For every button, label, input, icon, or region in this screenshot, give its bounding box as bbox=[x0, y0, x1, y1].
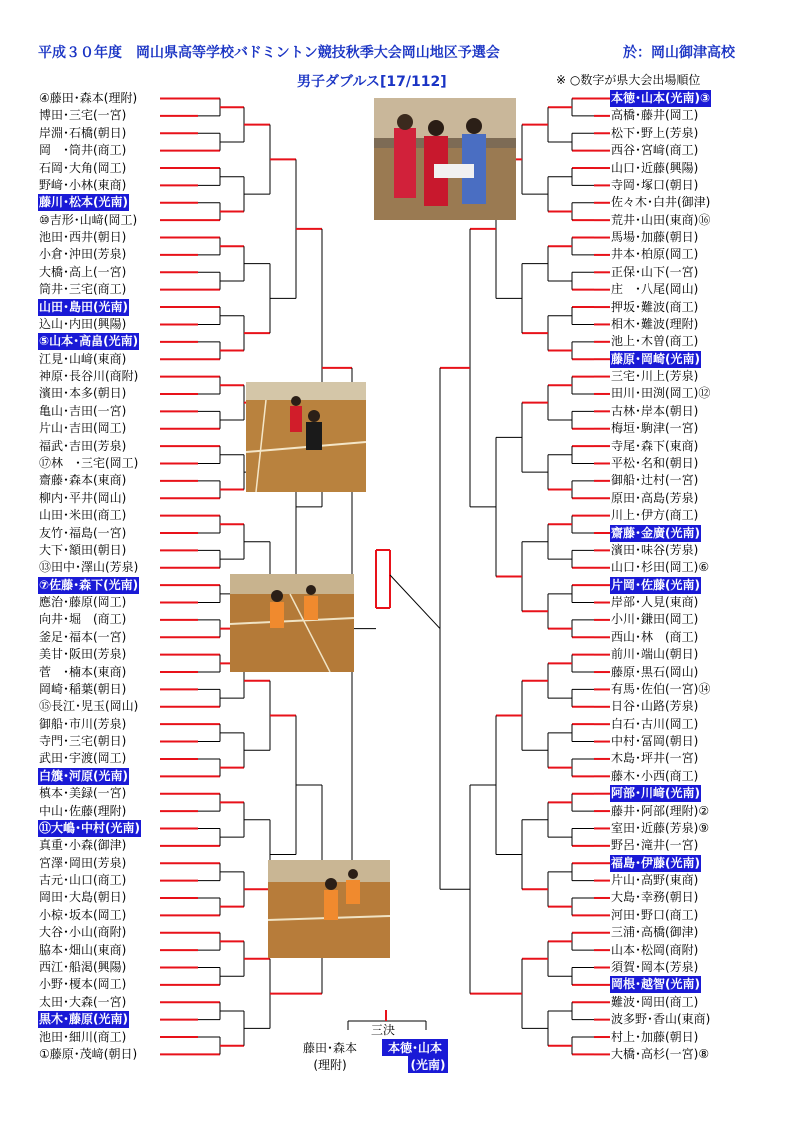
entry-right: 御船･辻村(一宮) bbox=[611, 473, 699, 488]
entry-left: 片山･吉田(岡工) bbox=[39, 421, 127, 436]
entry-left: 大橋･高上(一宮) bbox=[39, 264, 127, 279]
third-place-right-school: (光南) bbox=[408, 1056, 448, 1073]
entry-left: 小椋･坂本(岡工) bbox=[39, 907, 127, 922]
entry-right: 松下･野上(芳泉) bbox=[611, 125, 699, 140]
entry-right: 日谷･山路(芳泉) bbox=[611, 699, 699, 714]
entry-right: 山口･近藤(興陽) bbox=[611, 160, 699, 175]
entry-left: ⑦佐藤･森下(光南) bbox=[39, 577, 139, 592]
entry-left: 山田･島田(光南) bbox=[39, 299, 128, 314]
entry-left: ⑰林 ･三宅(岡工) bbox=[39, 455, 139, 470]
entry-right: 河田･野口(商工) bbox=[611, 907, 699, 922]
entry-left: ⑬田中･澤山(芳泉) bbox=[39, 560, 139, 575]
third-place-label: 三決 bbox=[370, 1023, 395, 1037]
entry-right: 中村･冨岡(朝日) bbox=[611, 734, 699, 749]
entry-left: 太田･大森(一宮) bbox=[39, 994, 127, 1009]
entry-right: 大島･幸務(朝日) bbox=[611, 890, 699, 905]
entry-right: 西谷･宮﨑(商工) bbox=[611, 143, 699, 158]
entry-right: 藤木･小西(商工) bbox=[611, 768, 699, 783]
entry-right: 寺岡･塚口(朝日) bbox=[611, 177, 699, 192]
entry-right: 梅垣･駒津(一宮) bbox=[611, 421, 699, 436]
entry-right: 荒井･山田(東商)⑯ bbox=[611, 212, 711, 227]
entry-left: 釜足･福本(一宮) bbox=[39, 629, 127, 644]
entry-left: 福武･吉田(芳泉) bbox=[39, 438, 127, 453]
entry-left: 岡崎･稲葉(朝日) bbox=[39, 681, 127, 696]
entry-right: 庄 ･八尾(岡山) bbox=[611, 282, 699, 297]
entry-right: 馬場･加藤(朝日) bbox=[611, 230, 699, 245]
entry-right: 室田･近藤(芳泉)⑨ bbox=[611, 820, 710, 835]
entry-left: 古元･山口(商工) bbox=[39, 873, 127, 888]
entry-right: 濱田･味谷(芳泉) bbox=[611, 542, 699, 557]
entry-right: 押坂･難波(商工) bbox=[611, 299, 699, 314]
entry-right: 藤井･阿部(理附)② bbox=[611, 803, 710, 818]
entry-right: 有馬･佐伯(一宮)⑭ bbox=[611, 681, 711, 696]
entry-left: 脇本･畑山(東商) bbox=[39, 942, 127, 957]
entry-left: 岡 ･筒井(商工) bbox=[39, 143, 127, 158]
entry-left: 友竹･福島(一宮) bbox=[39, 525, 127, 540]
entry-left: 武田･宇渡(岡工) bbox=[39, 751, 127, 766]
third-place-right-name: 本徳･山本 bbox=[382, 1039, 448, 1056]
entry-left: 黒木･藤原(光南) bbox=[39, 1012, 128, 1027]
entry-left: 白籏･河原(光南) bbox=[39, 768, 128, 783]
photo-award bbox=[374, 98, 516, 220]
entry-right: 佐々木･白井(御津) bbox=[611, 195, 711, 210]
entry-left: 應治･藤原(岡工) bbox=[39, 595, 127, 610]
entry-left: ①藤原･茂﨑(朝日) bbox=[39, 1046, 138, 1061]
photo-court-1 bbox=[246, 382, 366, 492]
entry-right: 野呂･滝井(一宮) bbox=[611, 838, 699, 853]
entry-right: 齋藤･金廣(光南) bbox=[611, 525, 700, 540]
entry-left: 神原･長谷川(商附) bbox=[39, 369, 139, 384]
venue: 於：岡山御津高校 bbox=[623, 45, 735, 61]
entry-right: 村上･加藤(朝日) bbox=[611, 1029, 699, 1044]
entry-left: ⑤山本･高畠(光南) bbox=[39, 334, 139, 349]
entry-left: 亀山･吉田(一宮) bbox=[39, 403, 127, 418]
entry-right: 田川･田渕(岡工)⑫ bbox=[611, 386, 711, 401]
entry-right: 藤原･黒石(岡山) bbox=[611, 664, 699, 679]
entry-right: 小川･鎌田(岡工) bbox=[611, 612, 699, 627]
entry-left: 込山･内田(興陽) bbox=[39, 316, 127, 331]
entry-right: 難波･岡田(商工) bbox=[611, 994, 699, 1009]
entry-left: 向井･堀 (商工) bbox=[39, 612, 127, 627]
photo-court-3 bbox=[268, 860, 390, 958]
entry-left: 小倉･沖田(芳泉) bbox=[39, 247, 127, 262]
entry-left: 齋藤･森本(東商) bbox=[39, 473, 127, 488]
entry-right: 岸部･人見(東商) bbox=[611, 595, 699, 610]
page-title: 平成３０年度 岡山県高等学校バドミントン競技秋季大会岡山地区予選会 bbox=[38, 45, 500, 61]
entry-right: 本徳･山本(光南)③ bbox=[611, 91, 711, 105]
seed-note: ※ ○数字が県大会出場順位 bbox=[556, 73, 701, 87]
entry-left: 槙本･美録(一宮) bbox=[39, 786, 127, 801]
entry-left: 美甘･阪田(芳泉) bbox=[39, 647, 127, 662]
entry-right: 高橋･藤井(岡工) bbox=[611, 108, 699, 123]
entry-right: 山口･杉田(岡工)⑥ bbox=[611, 560, 710, 575]
entry-right: 川上･伊方(商工) bbox=[611, 508, 699, 523]
entry-right: 岡根･越智(光南) bbox=[611, 977, 700, 992]
entry-left: 石岡･大角(岡工) bbox=[39, 160, 127, 175]
entry-left: 博田･三宅(一宮) bbox=[39, 108, 127, 123]
entry-left: ⑪大嶋･中村(光南) bbox=[39, 820, 140, 835]
entry-left: 中山･佐藤(理附) bbox=[39, 803, 127, 818]
entry-right: 須賀･岡本(芳泉) bbox=[611, 960, 699, 974]
entry-left: 野﨑･小林(東商) bbox=[39, 177, 127, 192]
entry-left: ④藤田･森本(理附) bbox=[39, 91, 138, 105]
entry-left: 池田･西井(朝日) bbox=[39, 230, 127, 245]
entry-left: 大谷･小山(商附) bbox=[39, 925, 127, 940]
entry-left: 筒井･三宅(商工) bbox=[39, 282, 127, 297]
entry-left: 柳内･平井(岡山) bbox=[39, 490, 127, 505]
photo-court-2 bbox=[230, 574, 354, 672]
entry-left: 宮澤･岡田(芳泉) bbox=[39, 855, 127, 870]
entry-left: ⑮長江･児玉(岡山) bbox=[39, 699, 139, 714]
entry-left: 江見･山﨑(東商) bbox=[39, 351, 127, 366]
entry-right: 三宅･川上(芳泉) bbox=[611, 369, 699, 384]
bracket-line bbox=[390, 575, 440, 629]
entry-right: 大橋･高杉(一宮)⑧ bbox=[611, 1046, 710, 1061]
third-place-left-name: 藤田･森本 bbox=[302, 1041, 357, 1055]
entry-right: 井本･柏原(岡工) bbox=[611, 247, 699, 262]
entry-left: 真重･小森(御津) bbox=[39, 838, 127, 853]
entry-right: 阿部･川﨑(光南) bbox=[611, 786, 700, 801]
entry-left: 藤川･松本(光南) bbox=[39, 195, 128, 210]
entry-right: 寺尾･森下(東商) bbox=[611, 438, 699, 453]
entry-right: 相木･難波(理附) bbox=[611, 316, 699, 331]
entry-right: 波多野･香山(東商) bbox=[611, 1012, 711, 1027]
entry-right: 池上･木曽(商工) bbox=[611, 334, 699, 349]
entry-right: 白石･古川(岡工) bbox=[611, 716, 699, 731]
entry-left: 寺門･三宅(朝日) bbox=[39, 734, 127, 749]
entry-left: 濱田･本多(朝日) bbox=[39, 386, 127, 401]
entry-right: 西山･林 (商工) bbox=[611, 629, 699, 644]
entry-left: 御船･市川(芳泉) bbox=[39, 716, 127, 731]
entry-right: 片岡･佐藤(光南) bbox=[611, 577, 700, 592]
entry-right: 福島･伊藤(光南) bbox=[611, 855, 700, 870]
entry-right: 木島･坪井(一宮) bbox=[611, 751, 699, 766]
entry-right: 三浦･高橋(御津) bbox=[611, 925, 699, 940]
entry-right: 原田･高島(芳泉) bbox=[611, 490, 699, 505]
third-place-left-school: (理附) bbox=[313, 1058, 347, 1072]
entry-left: 池田･細川(商工) bbox=[39, 1029, 127, 1044]
entry-right: 正保･山下(一宮) bbox=[611, 264, 699, 279]
entry-left: 西江･船渇(興陽) bbox=[39, 960, 127, 974]
entry-left: ⑩吉形･山﨑(岡工) bbox=[39, 212, 138, 227]
entry-left: 岡田･大島(朝日) bbox=[39, 890, 127, 905]
entry-left: 菅 ･楠本(東商) bbox=[39, 664, 127, 679]
entry-right: 前川･端山(朝日) bbox=[611, 647, 699, 662]
entry-right: 山本･松岡(商附) bbox=[611, 942, 699, 957]
entry-left: 山田･米田(商工) bbox=[39, 508, 127, 523]
entry-right: 藤原･岡崎(光南) bbox=[611, 351, 700, 366]
entry-right: 古林･岸本(朝日) bbox=[611, 403, 699, 418]
entry-left: 大下･額田(朝日) bbox=[39, 542, 127, 557]
event-title: 男子ダブルス[17/112] bbox=[297, 74, 447, 90]
entry-right: 平松･名和(朝日) bbox=[611, 455, 699, 470]
entry-left: 岸淵･石橋(朝日) bbox=[39, 125, 127, 140]
entry-right: 片山･高野(東商) bbox=[611, 873, 699, 888]
entry-left: 小野･榎本(岡工) bbox=[39, 977, 127, 992]
